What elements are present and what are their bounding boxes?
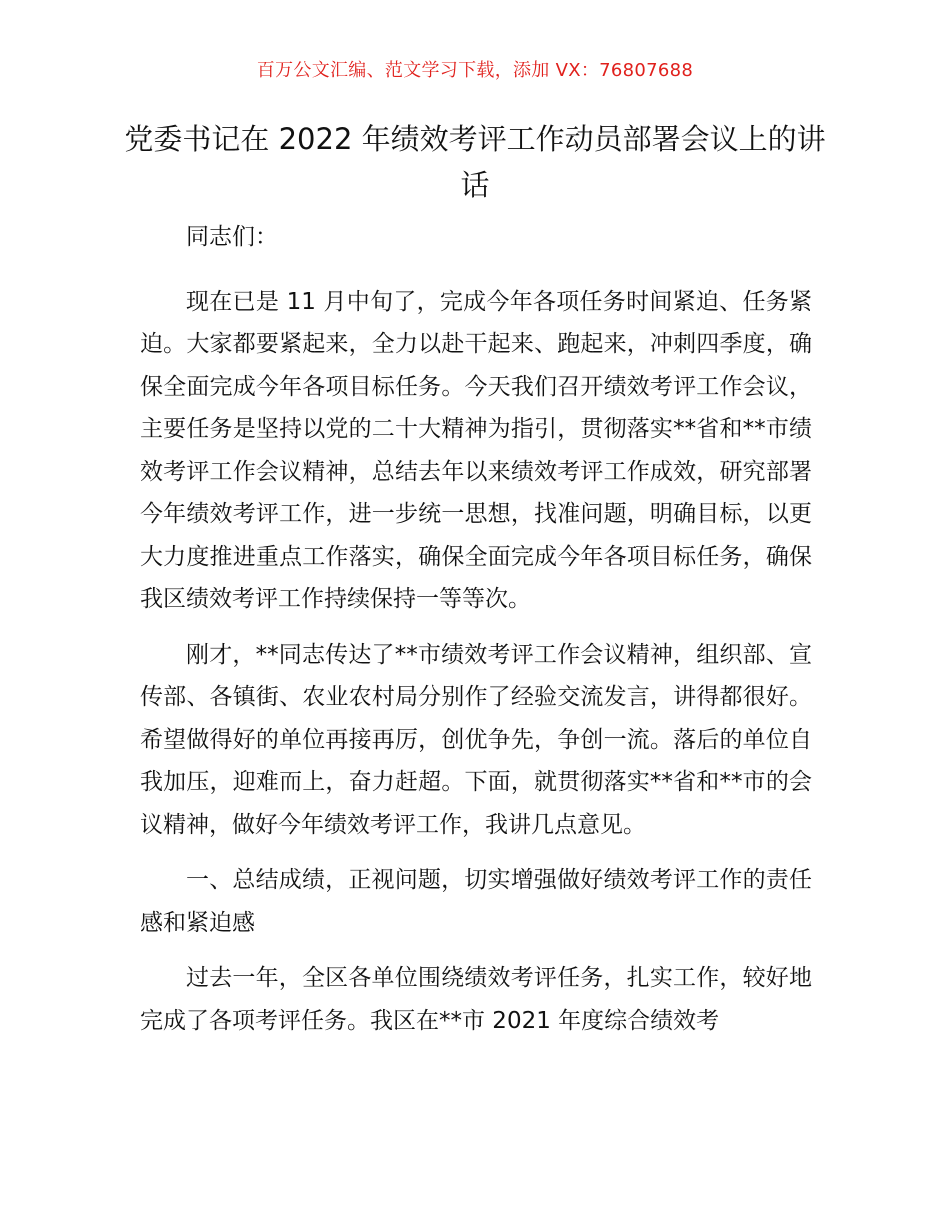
paragraph-review: 过去一年，全区各单位围绕绩效考评任务，扎实工作，较好地完成了各项考评任务。我区在**市 2021 年度综合绩效考	[140, 965, 812, 1034]
paragraph-intro: 现在已是 11 月中旬了，完成今年各项任务时间紧迫、任务紧迫。大家都要紧起来，全力以赴干起来、跑起来，冲刺四季度，确保全面完成今年各项目标任务。今天我们召开绩效考评工作会议，主要任务是坚持以党的二十大精神为指引，贯彻落实**省和**市绩效考评工作会议精神，总结去年以来绩效考评工作成效，研究部署今年绩效考评工作，进一步统一思想，找准问题，明确目标，以更大力度推进重点工作落实，确保全面完成今年各项目标任务，确保我区绩效考评工作持续保持一等等次。	[140, 288, 812, 612]
paragraph-remarks: 刚才，**同志传达了**市绩效考评工作会议精神，组织部、宣传部、各镇街、农业农村局分别作了经验交流发言，讲得都很好。希望做得好的单位再接再厉，创优争先，争创一流。落后的单位自我加压，迎难而上，奋力赶超。下面，就贯彻落实**省和**市的会议精神，做好今年绩效考评工作，我讲几点意见。	[140, 641, 812, 838]
watermark-header: 百万公文汇编、范文学习下载，添加 VX：76807688	[256, 60, 694, 81]
document-title: 党委书记在 2022 年绩效考评工作动员部署会议上的讲话	[124, 122, 826, 202]
section-heading-1: 一、总结成绩，正视问题，切实增强做好绩效考评工作的责任感和紧迫感	[140, 867, 812, 936]
document-body	[140, 216, 812, 1055]
salutation: 同志们：	[186, 224, 278, 250]
